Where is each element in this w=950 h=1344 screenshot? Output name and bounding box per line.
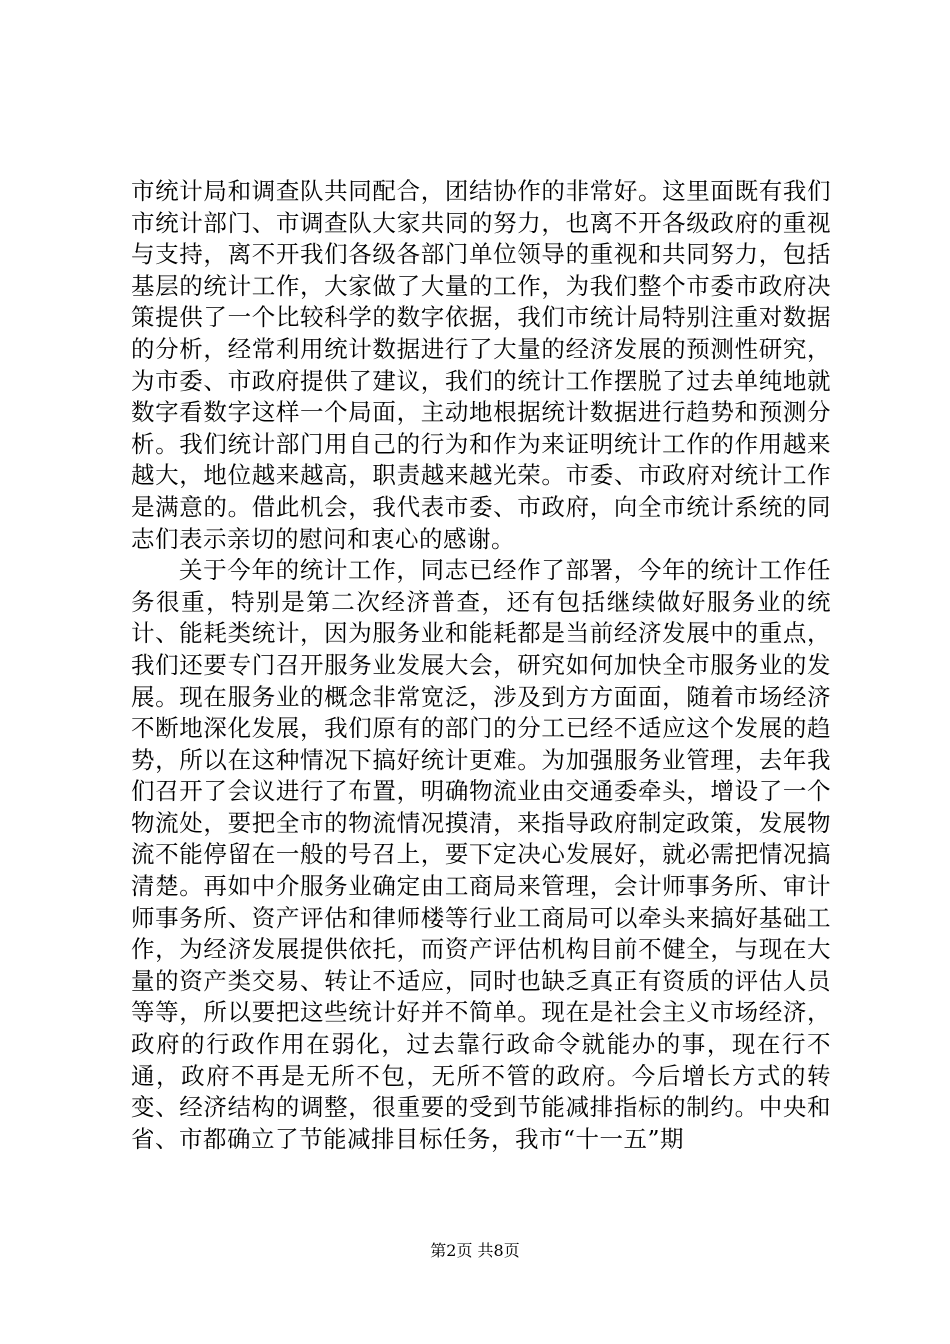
page-footer <box>0 1241 950 1261</box>
page-number-label: 第2页 共8页 <box>430 1241 520 1260</box>
document-body <box>131 176 831 1155</box>
paragraph-1: 市统计局和调查队共同配合，团结协作的非常好。这里面既有我们市统计部门、市调查队大家共同的努力，也离不开各级政府的重视与支持，离不开我们各级各部门单位领导的重视和共同努力，包括基层的统计工作，大家做了大量的工作，为我们整个市委市政府决策提供了一个比较科学的数字依据，我们市统计局特别注重对数据的分析，经常利用统计数据进行了大量的经济发展的预测性研究，为市委、市政府提供了建议，我们的统计工作摆脱了过去单纯地就数字看数字这样一个局面，主动地根据统计数据进行趋势和预测分析。我们统计部门用自己的行为和作为来证明统计工作的作用越来越大，地位越来越高，职责越来越光荣。市委、市政府对统计工作是满意的。借此机会，我代表市委、市政府，向全市统计系统的同志们表示亲切的慰问和衷心的感谢。 <box>131 177 831 553</box>
paragraph-2: 关于今年的统计工作，同志已经作了部署，今年的统计工作任务很重，特别是第二次经济普查，还有包括继续做好服务业的统计、能耗类统计，因为服务业和能耗都是当前经济发展中的重点，我们还要专门召开服务业发展大会，研究如何加快全市服务业的发展。现在服务业的概念非常宽泛，涉及到方方面面，随着市场经济不断地深化发展，我们原有的部门的分工已经不适应这个发展的趋势，所以在这种情况下搞好统计更难。为加强服务业管理，去年我们召开了会议进行了布置，明确物流业由交通委牵头，增设了一个物流处，要把全市的物流情况摸清，来指导政府制定政策，发展物流不能停留在一般的号召上，要下定决心发展好，就必需把情况搞清楚。再如中介服务业确定由工商局来管理，会计师事务所、审计师事务所、资产评估和律师楼等行业工商局可以牵头来搞好基础工作，为经济发展提供依托，而资产评估机构目前不健全，与现在大量的资产类交易、转让不适应，同时也缺乏真正有资质的评估人员等等，所以要把这些统计好并不简单。现在是社会主义市场经济，政府的行政作用在弱化，过去靠行政命令就能办的事，现在行不通，政府不再是无所不包，无所不管的政府。今后增长方式的转变、经济结构的调整，很重要的受到节能减排指标的制约。中央和省、市都确立了节能减排目标任务，我市“十一五”期 <box>131 556 831 1153</box>
